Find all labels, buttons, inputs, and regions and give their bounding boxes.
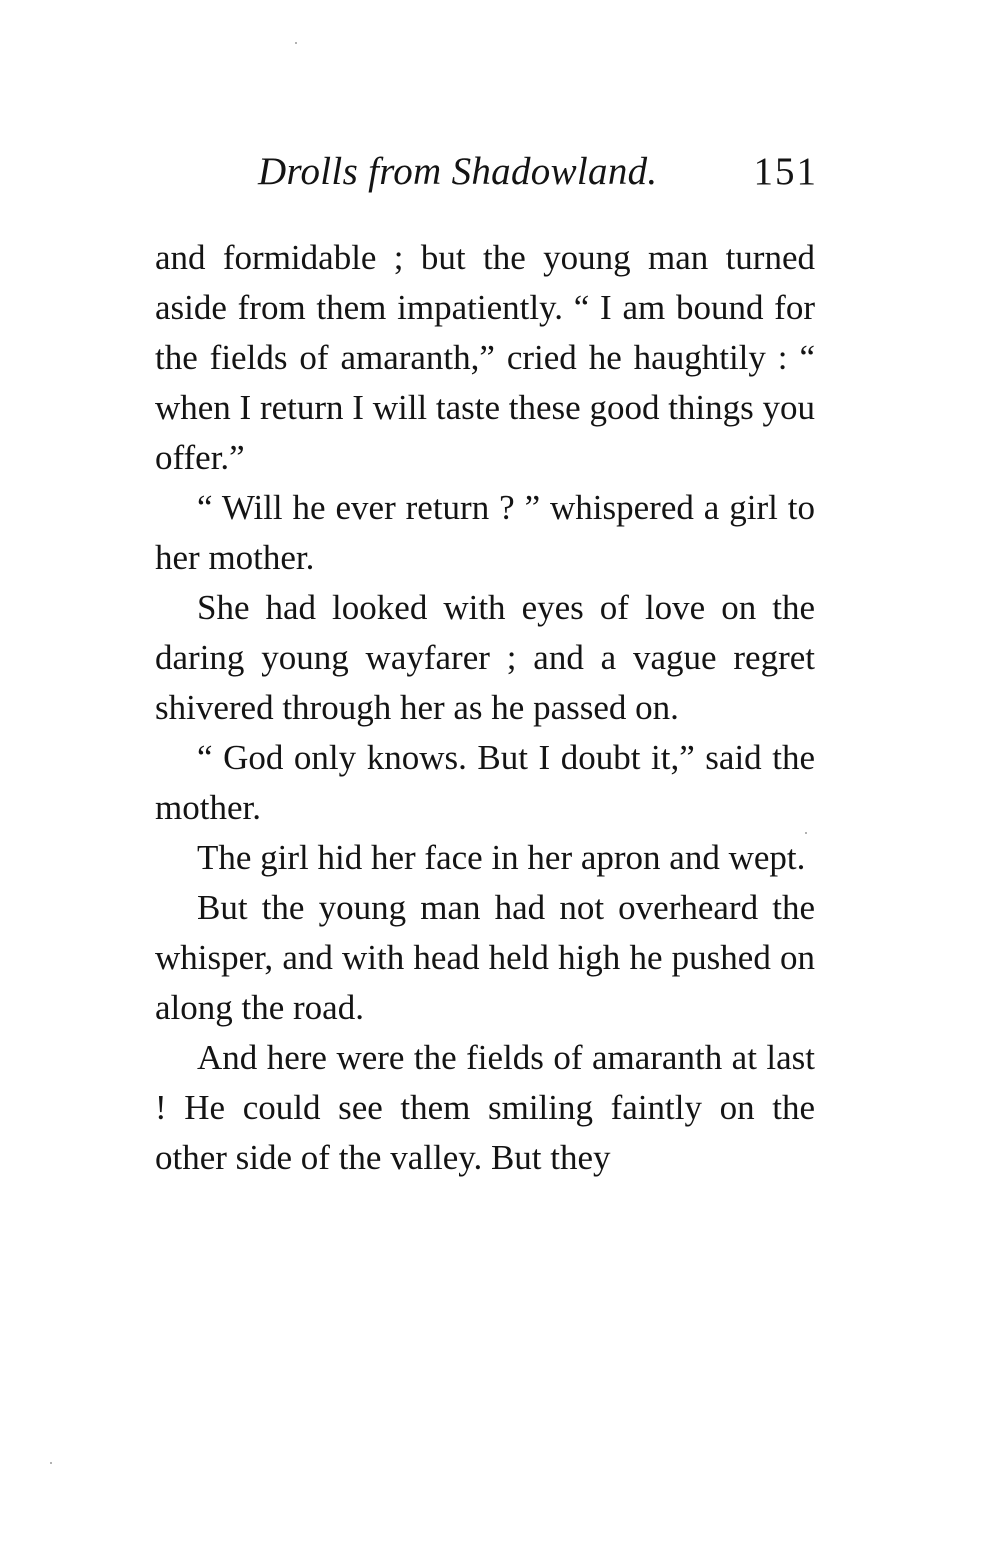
- scan-speck: [295, 42, 297, 44]
- running-title: Drolls from Shadowland.: [258, 150, 658, 193]
- scan-speck: [805, 832, 807, 834]
- paragraph: And here were the fields of amaranth at last ! He could see them smiling faintly on the other side of the valley. But they: [155, 1038, 815, 1177]
- paragraph-continued: and formidable ; but the young man turned aside from them impatiently. “ I am bound for the fields of amaranth,” cried he haughtily : “ when I return I will taste these good things you offer.”: [155, 238, 816, 477]
- body-text: [155, 233, 815, 1183]
- paragraph: “ God only knows. But I doubt it,” said the mother.: [155, 738, 815, 827]
- scan-speck: [50, 1462, 52, 1464]
- paragraph: The girl hid her face in her apron and wept.: [197, 838, 806, 877]
- paragraph: “ Will he ever return ? ” whispered a girl to her mother.: [155, 488, 815, 577]
- page-number: 151: [753, 150, 818, 193]
- running-header: [258, 146, 818, 198]
- paragraph: But the young man had not overheard the whisper, and with head held high he pushed on along the road.: [155, 888, 815, 1027]
- paragraph: She had looked with eyes of love on the daring young wayfarer ; and a vague regret shivered through her as he passed on.: [155, 588, 815, 727]
